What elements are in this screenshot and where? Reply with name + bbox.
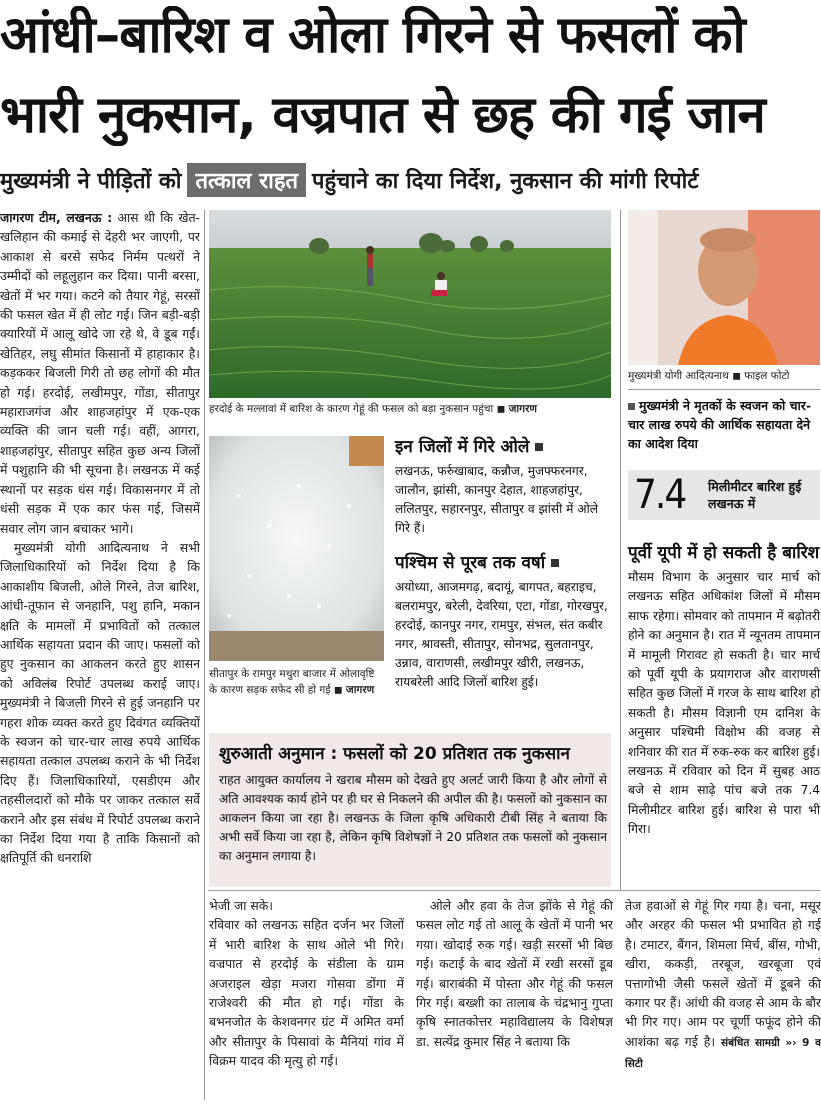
camera-icon: ◼ (732, 370, 741, 382)
rainfall-stat (628, 470, 820, 520)
col3-text: ओले और हवा के तेज झोंके से गेहूं की फसल लोट गई तो आलू के खेतों में पानी भर गया। खोदाई रुक गई। खड़ी सरसों भी बिछ गई। कटाई के बाद खेतों में रखी सरसों डूब गई। बाराबंकी में पोस्ता और गेहूं की फसल गिर गई। बख्शी का तालाब के चंद्रभानु गुप्ता कृषि स्नातकोत्तर महाविद्यालय के विशेषज्ञ डा. सत्येंद्र कुमार सिंह ने बताया कि (416, 898, 613, 1049)
estimate-box (209, 733, 611, 887)
forecast-text: मौसम विभाग के अनुसार चार मार्च को लखनऊ सहित अधिकांश जिलों में मौसम साफ रहेगा। सोमवार को तापमान में बढ़ोतरी होने का अनुमान है। रात में न्यूनतम तापमान में मामूली गिरावट हो सकती है। चार मार्च को पूर्वी यूपी के प्रयागराज और वाराणसी सहित कुछ जिलों में गरज के साथ बारिश हो सकती है। मौसम विज्ञानी एम दानिश के अनुसार पश्चिमी विक्षोभ की वजह से शनिवार की रात में रुक-रुक कर बारिश हुई। लखनऊ में रविवार को दिन में सुबह आठ बजे से शाम साढ़े पांच बजे तक 7.4 मिलीमीटर बारिश हुई। बारिश से पारा भी गिरा। (628, 570, 820, 837)
headline-line-2: भारी नुकसान, वज्रपात से छह की गई जान (0, 86, 765, 145)
cm-photo-graphic (628, 210, 820, 365)
story-continuation-col2 (209, 896, 404, 1106)
photo-hail-road (209, 436, 384, 661)
person-standing (367, 254, 373, 268)
subheadline (0, 158, 821, 202)
rainfall-value: 7.4 (634, 472, 686, 518)
main-story-column (0, 208, 200, 1103)
camera-icon: ◼ (496, 403, 506, 415)
story-paragraph-2: मुख्यमंत्री योगी आदित्यनाथ ने सभी जिलाधिकारियों को निर्देश दिया है कि आकाशीय बिजली, ओले गिरने, तेज बारिश, आंधी-तूफान से जनहानि, पशु हानि, मकान क्षति के मामलों में प्रभावितों को तत्काल आर्थिक सहायता प्रदान की जाए। फसलों को हुए नुकसान का आकलन करते हुए शासन को अविलंब रिपोर्ट उपलब्ध कराई जाए। मुख्यमंत्री ने बिजली गिरने से हुई जनहानि पर गहरा शोक व्यक्त करते हुए दिवंगत व्यक्तियों के स्वजन को चार-चार लाख रुपये आर्थिक सहायता तत्काल उपलब्ध कराने के भी निर्देश दिए हैं। जिलाधिकारियों, एसडीएम और तहसीलदारों को मौके पर जाकर तत्काल सर्वे कराने और इस संबंध में रिपोर्ट उपलब्ध कराने का निर्देश दिया गया है ताकि किसानों को क्षतिपूर्ति की धनराशि (0, 539, 200, 866)
subhead-after: पहुंचाने का दिया निर्देश, नुकसान की मांगी रिपोर्ट (312, 169, 699, 194)
cm-compensation-note (628, 396, 820, 453)
photo-wheat-field (209, 210, 611, 398)
rain-districts-title (395, 552, 559, 574)
hail-districts-title (395, 436, 543, 458)
camera-icon: ◼ (333, 684, 343, 696)
field-caption-source: जागरण (508, 403, 537, 415)
headline-line-1: आंधी–बारिश व ओला गिरने से फसलों को (0, 6, 745, 65)
hail-photo-graphic (209, 436, 384, 661)
hail-districts-title-text: इन जिलों में गिरे ओले (395, 437, 530, 457)
col4-text: तेज हवाओं से गेहूं गिर गया है। चना, मसूर और अरहर की फसल भी प्रभावित हो गई है। टमाटर, बैंगन, शिमला मिर्च, बींस, गोभी, खीरा, ककड़ी, तरबूज, खरबूजा एवं पत्तागोभी जैसी फसलें खेतों में डूबने की कगार पर हैं। आंधी की वजह से आम के बौर भी गिर गए। आम पर चूर्णी फफूंद होने की आशंका बढ़ गई है। (625, 898, 821, 1049)
estimate-box-text: राहत आयुक्त कार्यालय ने खराब मौसम को देखते हुए अलर्ट जारी किया है और लोगों से अति आवश्यक कार्य होने पर ही घर से निकलने की अपील की है। फसलों को नुकसान का आकलन किया जा रहा है। लखनऊ के जिला कृषि अधिकारी टीबी सिंह ने बताया कि अभी सर्वे किया जा रहा है, लेकिन कृषि विशेषज्ञों ने 20 प्रतिशत तक फसलों को नुकसान का अनुमान लगाया है। (219, 773, 607, 863)
field-photo-graphic (209, 210, 611, 398)
story-continuation-col4 (625, 896, 821, 1106)
section-divider (208, 890, 820, 891)
field-photo-caption (209, 402, 611, 417)
related-content-link[interactable]: संबंधित सामग्री »› 9 व सिटी (625, 1036, 821, 1071)
col2-text: भेजी जा सके। रविवार को लखनऊ सहित दर्जन भर जिलों में भारी बारिश के साथ ओले भी गिरे। वज्रपात से हरदोई के संडीला के ग्राम अजराइल खेड़ा मजरा गोसवा डोंगा में राजेश्वरी की मौत हो गई। गोंडा के बभनजोत के केशवनगर ग्रंट में अमित वर्मा और सीतापुर के पिसावां के मैनियां गांव में विक्रम यादव की मृत्यु हो गई। (209, 898, 404, 1069)
cm-caption-text: मुख्यमंत्री योगी आदित्यनाथ (628, 370, 729, 382)
hail-photo-caption (209, 666, 384, 698)
hail-caption-source: जागरण (345, 684, 375, 696)
rain-districts-title-text: पश्चिम से पूरब तक वर्षा (395, 553, 546, 573)
rainfall-label: मिलीमीटर बारिश हुई लखनऊ में (708, 479, 802, 511)
cm-caption-source: फाइल फोटो (744, 370, 790, 382)
caption-rule (628, 389, 820, 390)
square-bullet-icon (551, 559, 559, 567)
square-bullet-icon (535, 443, 543, 451)
rain-districts-text: अयोध्या, आजमगढ़, बदायूं, बागपत, बहराइच, बलरामपुर, बरेली, देवरिया, एटा, गोंडा, गोरखपुर, हरदोई, कानपुर नगर, रामपुर, संभल, संत कबीर नगर, श्रावस्ती, सीतापुर, सोनभद्र, सुलतानपुर, उन्नाव, वाराणसी, लखीमपुर खीरी, लखनऊ, रायबरेली आदि जिलों बारिश हुई। (395, 580, 608, 689)
hail-caption-text: सीतापुर के रामपुर मथुरा बाजार में ओलावृष्टि के कारण सड़क सफेद सी हो गई (209, 668, 375, 696)
hail-districts-text: लखनऊ, फर्रुखाबाद, कन्नौज, मुजफ्फरनगर, जालौन, झांसी, कानपुर देहात, शाहजहांपुर, ललितपुर, सहारनपुर, सीतापुर व झांसी में ओले गिरे हैं। (395, 464, 599, 535)
story-paragraph-1: आस थी कि खेत-खलिहान की कमाई से देहरी भर जाएगी, पर आकाश से बरसे सफेद निर्मम पत्थरों ने उम्मीदों को लहूलुहान कर दिया। पानी बरसा, खेतों में भर गया। कटने को तैयार गेहूं, सरसों की फसल खेत में ही लोट गई। जिन बड़ी-बड़ी क्यारियों में आलू खोदे जा रहे थे, वे डूब गईं। खेतिहर, लघु सीमांत किसानों में हाहाकार है। कड़ककर बिजली गिरी तो छह लोगों की मौत हो गई। हरदोई, लखीमपुर, गोंडा, सीतापुर महाराजगंज और शाहजहांपुर में एक-एक व्यक्ति की जान चली गई। वहीं, आगरा, शाहजहांपुर, सीतापुर सहित कुछ अन्य जिलों में पशुहानि की भी सूचना है। लखनऊ में कई स्थानों पर सड़क धंस गई। विकासनगर में तो धंसी सड़क में एक कार फंस गई, जिसमें सवार लोग जान बचाकर भागे। (0, 210, 200, 536)
forecast-title: पूर्वी यूपी में हो सकती है बारिश (628, 543, 820, 563)
cm-photo-caption (628, 369, 820, 384)
square-bullet-icon (628, 403, 635, 410)
field-caption-text: हरदोई के मल्लावां में बारिश के कारण गेहूं की फसल को बड़ा नुकसान पहुंचा (209, 403, 494, 415)
subhead-before: मुख्यमंत्री ने पीड़ितों को (0, 169, 182, 194)
estimate-box-title: शुरुआती अनुमान : फसलों को 20 प्रतिशत तक नुकसान (219, 744, 570, 764)
column-divider (204, 210, 205, 1100)
dateline: जागरण टीम, लखनऊ : (0, 210, 113, 225)
cm-note-text: मुख्यमंत्री ने मृतकों के स्वजन को चार-चार लाख रुपये की आर्थिक सहायता देने का आदेश दिया (628, 398, 812, 451)
photo-chief-minister (628, 210, 820, 365)
subhead-highlight: तत्काल राहत (187, 163, 306, 197)
column-divider (620, 210, 621, 890)
story-continuation-col3 (416, 896, 613, 1106)
